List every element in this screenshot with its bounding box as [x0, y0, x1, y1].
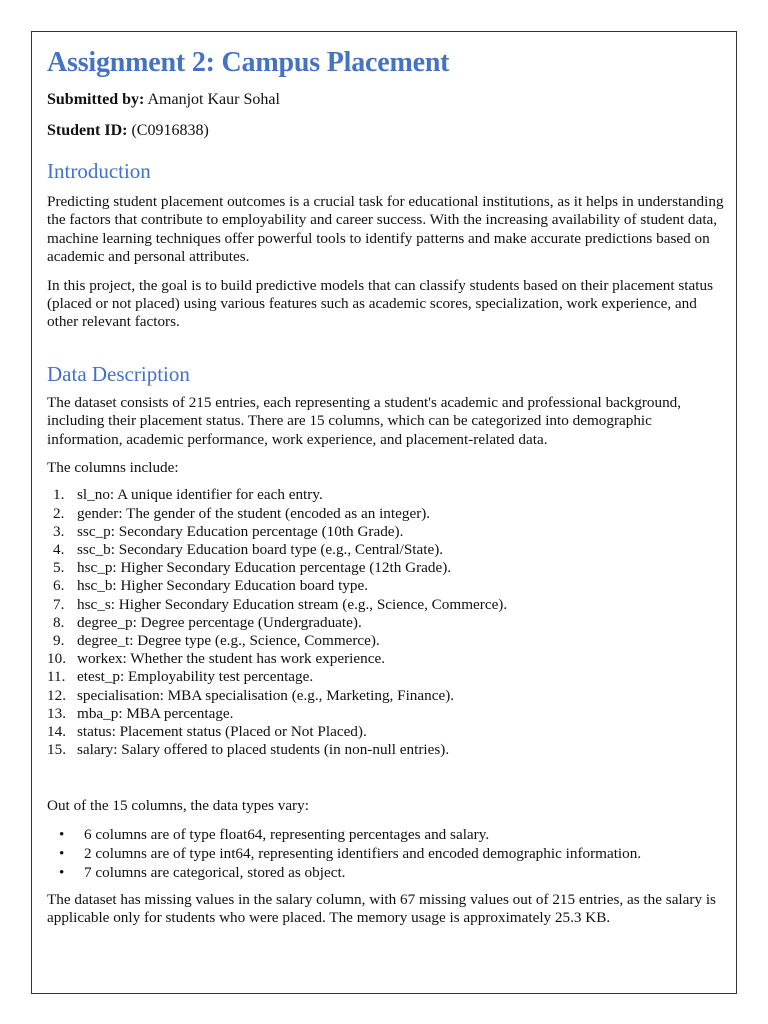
columns-list [47, 486, 727, 759]
data-description-heading: Data Description [47, 361, 190, 386]
list-number: 11. [47, 668, 66, 686]
closing-paragraph: The dataset has missing values in the salary column, with 67 missing values out of 215 entries, as the salary is applicable only for students who were placed. The memory usage is approximately 25.3 KB. [47, 890, 716, 927]
list-number: 15. [47, 741, 66, 759]
types-list [47, 826, 727, 883]
list-number: 12. [47, 686, 66, 704]
list-number: 14. [47, 722, 66, 740]
list-number: 4. [53, 541, 65, 559]
document-content [47, 44, 727, 928]
document-page [31, 31, 737, 994]
type-description: 6 columns are of type float64, representing percentages and salary. [84, 825, 490, 843]
bullet-icon: • [59, 863, 65, 881]
column-list-item [47, 705, 727, 723]
submitted-by-label: Submitted by: [47, 91, 145, 108]
list-number: 6. [53, 577, 65, 595]
column-list-item [47, 650, 727, 668]
bullet-icon: • [59, 825, 65, 843]
list-number: 3. [53, 522, 65, 540]
submitted-by-value: Amanjot Kaur Sohal [147, 91, 280, 108]
column-list-item [47, 614, 727, 632]
column-list-item [47, 523, 727, 541]
types-intro: Out of the 15 columns, the data types vary: [47, 797, 309, 815]
column-list-item [47, 486, 727, 504]
column-description: ssc_p: Secondary Education percentage (10th Grade). [77, 522, 404, 540]
list-number: 2. [53, 504, 65, 522]
column-description: workex: Whether the student has work experience. [77, 650, 385, 668]
column-description: ssc_b: Secondary Education board type (e.g., Central/State). [77, 541, 444, 559]
type-list-item [47, 864, 727, 883]
list-number: 5. [53, 559, 65, 577]
column-description: hsc_p: Higher Secondary Education percentage (12th Grade). [77, 559, 452, 577]
student-id-label: Student ID: [47, 122, 128, 139]
column-list-item [47, 541, 727, 559]
type-description: 2 columns are of type int64, representing identifiers and encoded demographic information. [84, 844, 642, 862]
student-id [47, 121, 727, 141]
submitted-by [47, 90, 727, 110]
column-list-item [47, 687, 727, 705]
column-description: hsc_s: Higher Secondary Education stream (e.g., Science, Commerce). [77, 595, 508, 613]
student-id-value: (C0916838) [131, 122, 209, 139]
column-list-item [47, 723, 727, 741]
column-list-item [47, 668, 727, 686]
intro-paragraph-2: In this project, the goal is to build predictive models that can classify students based on their placement status (placed or not placed) using various features such as academic scores, specialization, work experience, and other relevant factors. [47, 276, 713, 331]
list-number: 7. [53, 595, 65, 613]
column-description: mba_p: MBA percentage. [77, 704, 234, 722]
introduction-heading: Introduction [47, 159, 151, 183]
column-list-item [47, 596, 727, 614]
list-number: 1. [53, 486, 65, 504]
list-number: 13. [47, 704, 66, 722]
intro-paragraph-1: Predicting student placement outcomes is a crucial task for educational institutions, as it helps in understanding the factors that contribute to employability and career success. With the increasing availability of student data, machine learning techniques offer powerful tools to identify patterns and make accurate predictions based on academic and personal attributes. [47, 193, 724, 266]
column-list-item [47, 559, 727, 577]
column-list-item [47, 632, 727, 650]
column-description: hsc_b: Higher Secondary Education board type. [77, 577, 369, 595]
type-list-item [47, 826, 727, 845]
column-description: etest_p: Employability test percentage. [77, 668, 314, 686]
column-description: salary: Salary offered to placed students (in non-null entries). [77, 741, 450, 759]
column-description: status: Placement status (Placed or Not Placed). [77, 722, 367, 740]
column-description: specialisation: MBA specialisation (e.g., Marketing, Finance). [77, 686, 455, 704]
list-number: 10. [47, 650, 66, 668]
document-title: Assignment 2: Campus Placement [47, 47, 450, 78]
data-description-paragraph: The dataset consists of 215 entries, each representing a student's academic and professional background, including their placement status. There are 15 columns, which can be categorized into demographic information, academic performance, work experience, and placement-related data. [47, 393, 682, 448]
column-description: degree_p: Degree percentage (Undergraduate). [77, 613, 362, 631]
column-list-item [47, 577, 727, 595]
type-list-item [47, 845, 727, 864]
columns-intro: The columns include: [47, 459, 179, 477]
bullet-icon: • [59, 844, 65, 862]
type-description: 7 columns are categorical, stored as object. [84, 863, 346, 881]
column-description: sl_no: A unique identifier for each entry. [77, 486, 323, 504]
column-description: gender: The gender of the student (encoded as an integer). [77, 504, 431, 522]
list-number: 8. [53, 613, 65, 631]
column-list-item [47, 741, 727, 759]
column-list-item [47, 505, 727, 523]
list-number: 9. [53, 631, 65, 649]
column-description: degree_t: Degree type (e.g., Science, Commerce). [77, 631, 380, 649]
